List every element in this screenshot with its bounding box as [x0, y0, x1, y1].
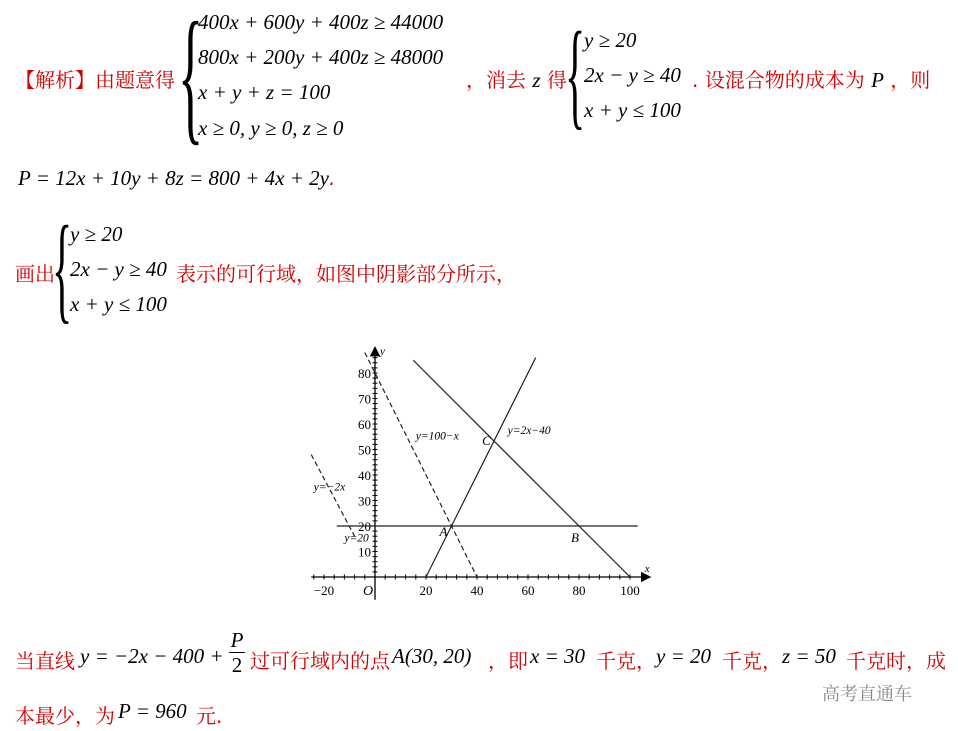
x-tick-label: 100 [620, 583, 640, 598]
plot-line-0 [413, 360, 630, 577]
y-tick-label: 70 [358, 391, 371, 407]
reduced-3: x + y ≤ 100 [584, 98, 681, 122]
line-label-3: y=−2x [313, 481, 346, 494]
unit-2: 千克， [722, 649, 782, 673]
feasible-region-chart [305, 345, 665, 605]
point-a: A(30, 20) [392, 644, 472, 668]
plot-line-3 [311, 455, 354, 537]
constraint-2: 800x + 200y + 400z ≥ 48000 [198, 45, 444, 69]
tick-labels [314, 346, 650, 599]
y-value: y = 20 [656, 644, 711, 668]
z-value: z = 50 [782, 644, 836, 668]
line-label-1: y=2x−40 [507, 425, 551, 438]
point-B: B [571, 530, 579, 545]
plot-line-4 [365, 353, 477, 577]
left-brace-2: { [565, 7, 586, 140]
origin-label: O [363, 584, 374, 599]
constraint-3: x + y + z = 100 [198, 80, 331, 104]
x-tick-label: 40 [470, 583, 484, 598]
reduced-2: 2x − y ≥ 40 [584, 63, 681, 87]
conclusion-line-2: 本最少，为 [15, 704, 115, 728]
y-tick-label: 20 [358, 519, 371, 534]
fraction: P 2 [230, 628, 244, 677]
when-text: 千克时，成 [846, 649, 946, 673]
left-brace: { [178, 0, 204, 158]
region-2: 2x − y ≥ 40 [70, 257, 167, 281]
x-value: x = 30 [530, 644, 585, 668]
min-cost: P = 960 [118, 699, 187, 723]
point-C: C [482, 433, 491, 449]
y-tick-label: 40 [358, 468, 371, 483]
y-axis-label: y [380, 345, 385, 358]
through-point-text: 过可行域内的点 [250, 649, 390, 673]
x-axis-label: x [644, 563, 650, 575]
namely-text: ，即 [488, 649, 528, 673]
cost-text: . 设混合物的成本为 P ，则 [692, 68, 931, 92]
line-equation: y = −2x − 400 + [80, 644, 224, 668]
constraint-4: x ≥ 0, y ≥ 0, z ≥ 0 [198, 116, 344, 140]
y-tick-label: 10 [358, 544, 371, 560]
y-tick-label: 50 [358, 442, 371, 458]
line-label-2: y=20 [344, 532, 369, 545]
analysis-label: 【解析】由题意得 [15, 68, 175, 92]
x-tick-label: 20 [419, 583, 433, 598]
line-label-0: y=100−x [415, 430, 459, 443]
y-tick-label: 80 [358, 366, 371, 381]
region-1: y ≥ 20 [70, 222, 123, 246]
unit-1: 千克， [596, 649, 656, 673]
y-tick-label: 60 [358, 417, 371, 432]
line-labels [313, 425, 579, 545]
conclusion-line-1: 当直线 [15, 649, 75, 673]
y-tick-label: 30 [358, 493, 371, 509]
x-tick-label: 60 [521, 583, 535, 598]
region-3: x + y ≤ 100 [70, 292, 167, 316]
point-A: A [439, 524, 448, 539]
x-tick-label: 80 [572, 583, 586, 598]
region-description: 表示的可行域，如图中阴影部分所示， [176, 262, 516, 286]
eliminate-text: ，消去 z 得 [466, 68, 567, 92]
cost-equation: P = 12x + 10y + 8z = 800 + 4x + 2y. [18, 166, 336, 190]
constraint-1: 400x + 600y + 400z ≥ 44000 [198, 10, 444, 34]
x-tick-label: −20 [313, 583, 335, 598]
left-brace-3: { [52, 201, 73, 334]
watermark: 高考直通车 [822, 684, 912, 705]
plot-line-1 [426, 358, 536, 577]
reduced-1: y ≥ 20 [584, 28, 637, 52]
draw-label: 画出 [15, 262, 55, 286]
yuan-text: 元. [196, 704, 223, 728]
